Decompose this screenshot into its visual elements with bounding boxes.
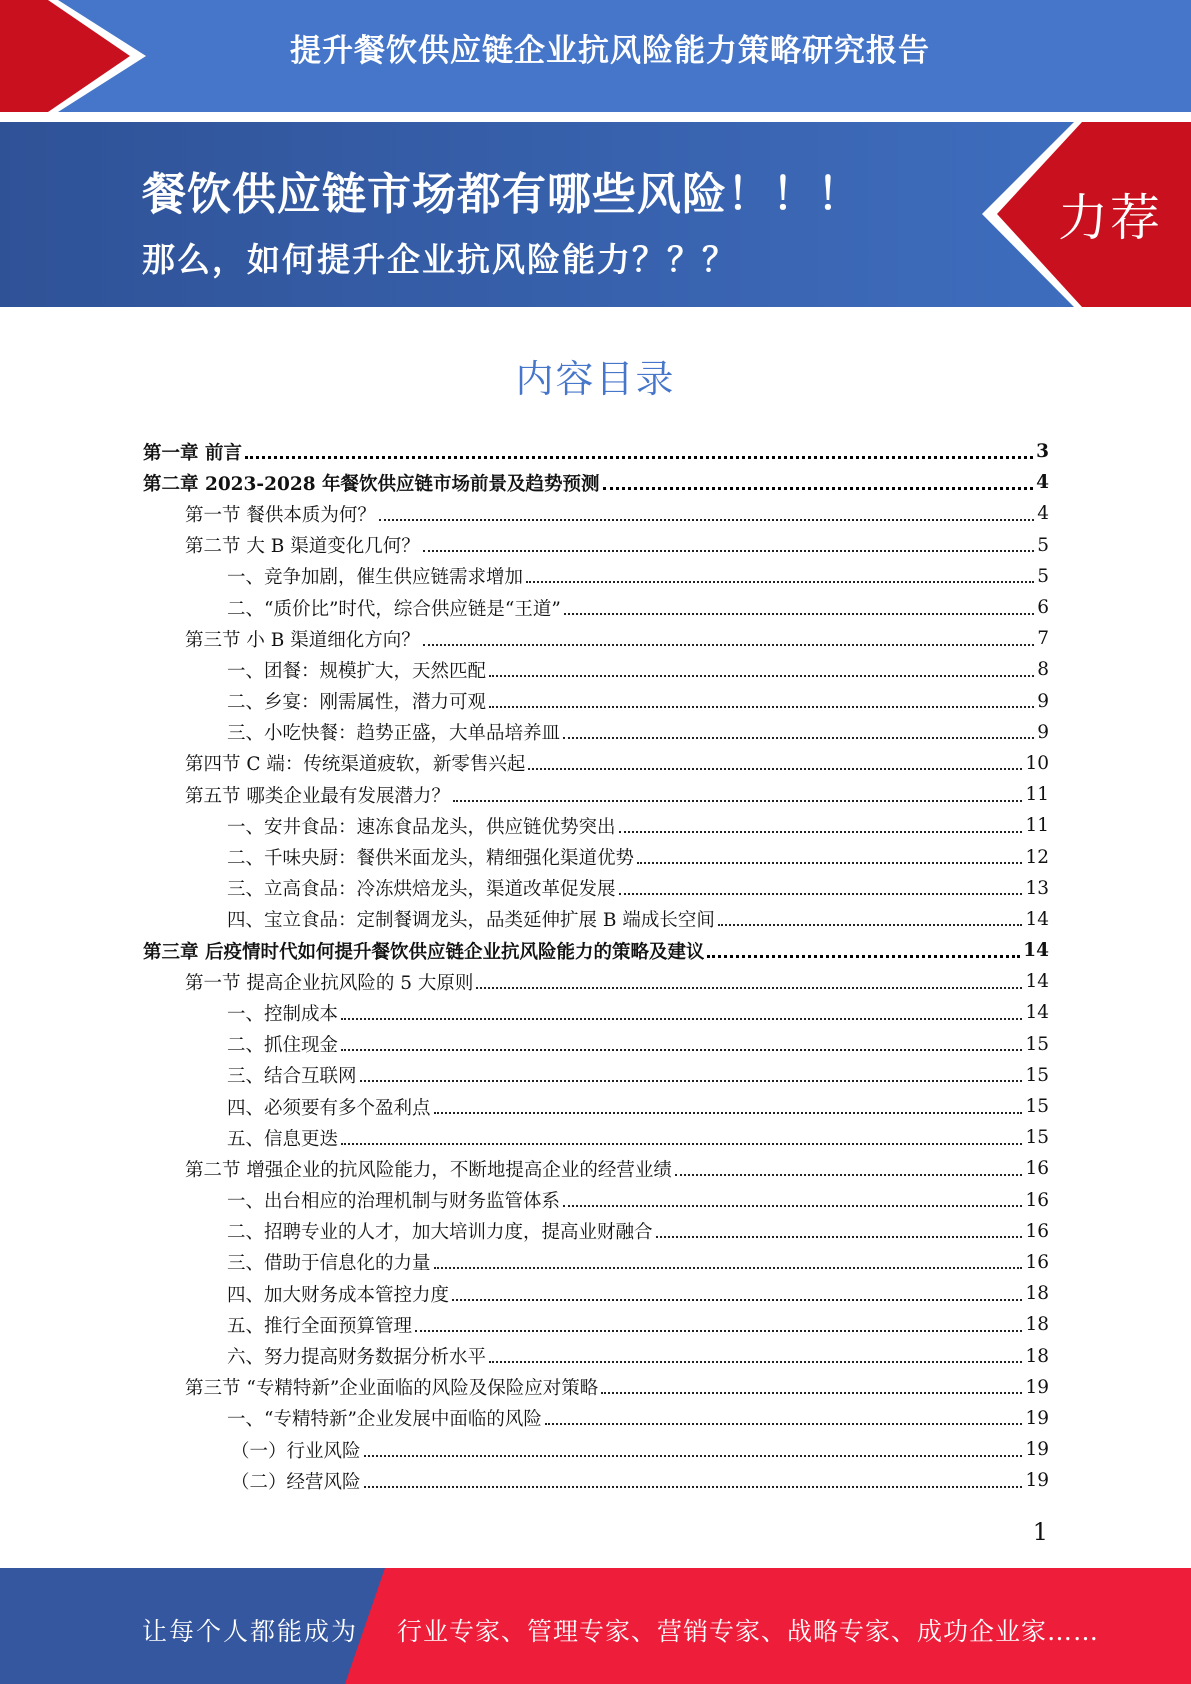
toc-dot-leader: [423, 644, 1034, 646]
footer-slogan-left: 让每个人都能成为: [142, 1617, 359, 1646]
toc-entry-page: 9: [1037, 721, 1049, 743]
toc-entry-label: 四、必须要有多个盈利点: [227, 1097, 431, 1119]
banner-headline: 餐饮供应链市场都有哪些风险！！！: [142, 169, 862, 220]
toc-entry-label: 第二节 增强企业的抗风险能力，不断地提高企业的经营业绩: [185, 1159, 672, 1181]
toc-entry-page: 18: [1025, 1345, 1049, 1367]
toc-entry-label: 第二章 2023-2028 年餐饮供应链市场前景及趋势预测: [143, 473, 600, 495]
toc-entry-page: 14: [1025, 1002, 1049, 1024]
toc-entry[interactable]: [143, 561, 1049, 592]
toc-entry-label: （一）行业风险: [231, 1440, 361, 1462]
toc-dot-leader: [341, 1018, 1022, 1020]
toc-entry-page: 3: [1036, 441, 1049, 463]
toc-dot-leader: [379, 519, 1034, 521]
toc-entry-label: 一、“专精特新”企业发展中面临的风险: [227, 1409, 542, 1431]
report-title: 提升餐饮供应链企业抗风险能力策略研究报告: [290, 33, 930, 69]
toc-entry-page: 15: [1025, 1127, 1049, 1149]
toc-dot-leader: [489, 706, 1034, 708]
footer-slogan-right: 行业专家、管理专家、营销专家、战略专家、成功企业家……: [397, 1617, 1100, 1646]
toc-entry-label: 一、安井食品：速冻食品龙头，供应链优势突出: [227, 816, 616, 838]
toc-dot-leader: [563, 1205, 1022, 1207]
toc-entry[interactable]: [143, 1216, 1049, 1247]
toc-dot-leader: [545, 1423, 1023, 1425]
banner-subheadline: 那么，如何提升企业抗风险能力？？？: [142, 240, 737, 279]
toc-entry-page: 11: [1025, 784, 1049, 806]
toc-entry-page: 7: [1037, 628, 1049, 650]
toc-entry-page: 19: [1025, 1407, 1049, 1429]
toc-dot-leader: [364, 1455, 1023, 1457]
toc-dot-leader: [434, 1267, 1023, 1269]
toc-entry-page: 14: [1023, 940, 1049, 962]
toc-dot-leader: [675, 1174, 1023, 1176]
toc-entry-label: 一、竞争加剧，催生供应链需求增加: [227, 567, 524, 589]
toc-entry-label: 五、信息更迭: [227, 1128, 339, 1150]
toc-dot-leader: [341, 1143, 1022, 1145]
toc-dot-leader: [489, 675, 1034, 677]
toc-entry-page: 5: [1037, 565, 1049, 587]
toc-dot-leader: [245, 456, 1033, 459]
toc-entry-label: 三、借助于信息化的力量: [227, 1253, 431, 1275]
toc-dot-leader: [564, 613, 1034, 615]
toc-dot-leader: [637, 862, 1022, 864]
toc-entry-page: 9: [1037, 690, 1049, 712]
toc-entry-label: 三、小吃快餐：趋势正盛，大单品培养皿: [227, 723, 561, 745]
toc-dot-leader: [528, 768, 1022, 770]
toc-entry[interactable]: [143, 966, 1049, 997]
toc-entry-label: （二）经营风险: [231, 1471, 361, 1493]
toc-dot-leader: [707, 955, 1020, 958]
toc-entry-page: 14: [1025, 971, 1049, 993]
toc-entry-page: 19: [1025, 1439, 1049, 1461]
toc-entry-label: 第一章 前言: [143, 442, 242, 464]
toc-entry-page: 4: [1037, 503, 1049, 525]
toc-entry[interactable]: [143, 1403, 1049, 1434]
toc-entry[interactable]: [143, 748, 1049, 779]
toc-entry[interactable]: [143, 436, 1049, 467]
toc-entry[interactable]: [143, 873, 1049, 904]
toc-entry[interactable]: [143, 530, 1049, 561]
toc-entry-page: 6: [1037, 597, 1049, 619]
toc-entry[interactable]: [143, 1060, 1049, 1091]
toc-entry-page: 15: [1025, 1064, 1049, 1086]
toc-entry-label: 一、团餐：规模扩大，天然匹配: [227, 660, 487, 682]
toc-entry[interactable]: [143, 1091, 1049, 1122]
toc-entry-label: 第一节 餐供本质为何？: [185, 504, 376, 526]
toc-entry[interactable]: [143, 1372, 1049, 1403]
toc-entry-page: 16: [1025, 1189, 1049, 1211]
toc-dot-leader: [619, 831, 1023, 833]
toc-entry[interactable]: [143, 654, 1049, 685]
toc-entry-label: 二、千味央厨：餐供米面龙头，精细强化渠道优势: [227, 848, 635, 870]
toc-dot-leader: [434, 1112, 1023, 1114]
toc-entry-page: 16: [1025, 1220, 1049, 1242]
toc-entry-page: 8: [1037, 659, 1049, 681]
toc-entry-page: 18: [1025, 1283, 1049, 1305]
toc-entry-page: 19: [1025, 1470, 1049, 1492]
toc-entry-page: 19: [1025, 1376, 1049, 1398]
toc-dot-leader: [476, 987, 1022, 989]
toc-dot-leader: [563, 737, 1034, 739]
toc-entry-label: 第三节 小 B 渠道细化方向？: [185, 629, 420, 651]
toc-dot-leader: [364, 1486, 1023, 1488]
toc-entry[interactable]: [143, 810, 1049, 841]
toc-entry[interactable]: [143, 623, 1049, 654]
toc-entry[interactable]: [143, 717, 1049, 748]
toc-entry-label: 四、宝立食品：定制餐调龙头，品类延伸扩展 B 端成长空间: [227, 910, 715, 932]
toc-entry-label: 第四节 C 端：传统渠道疲软，新零售兴起: [185, 754, 526, 776]
toc-dot-leader: [601, 1392, 1022, 1394]
page-number: 1: [1032, 1518, 1048, 1546]
toc-entry[interactable]: [143, 1122, 1049, 1153]
toc-entry[interactable]: [143, 1185, 1049, 1216]
toc-entry-page: 14: [1025, 908, 1049, 930]
toc-entry-page: 4: [1036, 472, 1049, 494]
toc-entry-label: 二、“质价比”时代，综合供应链是“王道”: [227, 598, 561, 620]
toc-entry-page: 15: [1025, 1096, 1049, 1118]
toc-entry[interactable]: [143, 498, 1049, 529]
toc-entry-label: 四、加大财务成本管控力度: [227, 1284, 450, 1306]
toc-dot-leader: [452, 1299, 1022, 1301]
toc-entry[interactable]: [143, 686, 1049, 717]
toc-dot-leader: [415, 1330, 1022, 1332]
toc-entry[interactable]: [143, 467, 1049, 498]
toc-entry[interactable]: [143, 997, 1049, 1028]
toc-entry-label: 第三章 后疫情时代如何提升餐饮供应链企业抗风险能力的策略及建议: [143, 941, 705, 963]
toc-dot-leader: [489, 1361, 1022, 1363]
toc-dot-leader: [526, 581, 1034, 583]
toc-entry-page: 5: [1037, 534, 1049, 556]
toc-entry-page: 18: [1025, 1314, 1049, 1336]
toc-entry[interactable]: [143, 779, 1049, 810]
table-of-contents: [143, 436, 1049, 1496]
toc-entry[interactable]: [143, 592, 1049, 623]
toc-entry[interactable]: [143, 1247, 1049, 1278]
toc-entry-label: 第三节 “专精特新”企业面临的风险及保险应对策略: [185, 1378, 599, 1400]
toc-entry-label: 二、抓住现金: [227, 1035, 339, 1057]
toc-entry[interactable]: [143, 935, 1049, 966]
toc-dot-leader: [718, 924, 1023, 926]
toc-entry-label: 第一节 提高企业抗风险的 5 大原则: [185, 972, 474, 994]
toc-entry[interactable]: [143, 1309, 1049, 1340]
toc-entry[interactable]: [143, 1029, 1049, 1060]
toc-entry[interactable]: [143, 1153, 1049, 1184]
toc-entry-page: 10: [1025, 752, 1049, 774]
toc-entry-label: 五、推行全面预算管理: [227, 1315, 413, 1337]
toc-entry-label: 一、出台相应的治理机制与财务监管体系: [227, 1191, 561, 1213]
toc-dot-leader: [341, 1049, 1022, 1051]
toc-entry-page: 12: [1025, 846, 1049, 868]
toc-dot-leader: [423, 550, 1034, 552]
report-header-band: [0, 0, 1191, 112]
toc-entry-page: 15: [1025, 1033, 1049, 1055]
toc-title: 内容目录: [515, 357, 676, 401]
toc-entry-label: 二、乡宴：刚需属性，潜力可观: [227, 692, 487, 714]
toc-entry[interactable]: [143, 904, 1049, 935]
toc-dot-leader: [603, 487, 1034, 490]
recommend-badge-label: 力荐: [1058, 189, 1162, 247]
toc-entry[interactable]: [143, 1340, 1049, 1371]
red-chevron-decoration: [0, 0, 148, 112]
toc-entry-label: 第二节 大 B 渠道变化几何？: [185, 536, 420, 558]
toc-entry-label: 三、立高食品：冷冻烘焙龙头，渠道改革促发展: [227, 879, 616, 901]
toc-entry-page: 16: [1025, 1158, 1049, 1180]
toc-entry-page: 13: [1025, 877, 1049, 899]
toc-entry-label: 三、结合互联网: [227, 1066, 357, 1088]
toc-dot-leader: [619, 893, 1023, 895]
toc-entry-label: 一、控制成本: [227, 1003, 339, 1025]
toc-entry[interactable]: [143, 1434, 1049, 1465]
toc-entry[interactable]: [143, 841, 1049, 872]
toc-entry-page: 11: [1025, 815, 1049, 837]
toc-entry-label: 二、招聘专业的人才，加大培训力度，提高业财融合: [227, 1222, 653, 1244]
toc-entry-label: 六、努力提高财务数据分析水平: [227, 1347, 487, 1369]
toc-entry-label: 第五节 哪类企业最有发展潜力？: [185, 785, 450, 807]
toc-entry-page: 16: [1025, 1251, 1049, 1273]
toc-dot-leader: [453, 800, 1023, 802]
toc-entry[interactable]: [143, 1465, 1049, 1496]
toc-entry[interactable]: [143, 1278, 1049, 1309]
toc-dot-leader: [360, 1080, 1023, 1082]
toc-dot-leader: [656, 1236, 1023, 1238]
